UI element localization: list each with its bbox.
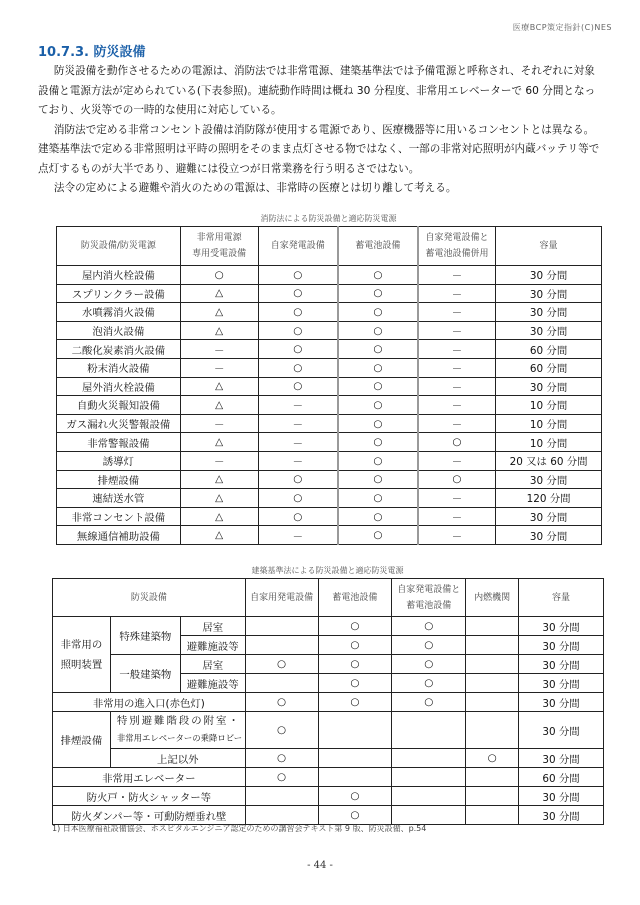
capacity-cell: 30 分間 [519, 617, 604, 636]
table-row [53, 787, 604, 806]
cell [466, 768, 519, 787]
cell: △ [180, 433, 258, 452]
row-label: 連結送水管 [57, 489, 181, 508]
cell [392, 787, 466, 806]
table-row [53, 693, 604, 712]
cell: ○ [338, 396, 418, 415]
row-label: ガス漏れ火災警報設備 [57, 414, 181, 433]
cell [318, 712, 392, 749]
cell: ○ [245, 749, 318, 768]
cell: ○ [392, 655, 466, 674]
cell: ○ [258, 303, 338, 322]
cell: △ [180, 396, 258, 415]
cell: － [418, 507, 496, 526]
cell: ○ [338, 303, 418, 322]
cell [318, 749, 392, 768]
table-row [57, 358, 602, 377]
paragraph: 防災設備を動作させるための電源は、消防法では非常電源、建築基準法では予備電源と呼称され、それぞれに対象設備と電源方法が定められている(下表参照)。連続動作時間は概ね 30 分程度、非常用エレベーターで 60 分間となっており、火災等での一時的な使用に対応している。 [38, 65, 596, 116]
room-label: 避難施設等 [180, 674, 245, 693]
row-label: 非常用の進入口(赤色灯) [53, 693, 246, 712]
cell: ○ [258, 377, 338, 396]
header-cell: 容量 [496, 227, 602, 266]
capacity-cell: 30 分間 [496, 284, 602, 303]
cell: △ [180, 526, 258, 545]
cell [392, 768, 466, 787]
row-label: 自動火災報知設備 [57, 396, 181, 415]
capacity-cell: 30 分間 [519, 712, 604, 749]
header-cell: 容量 [519, 579, 604, 617]
cell: － [418, 284, 496, 303]
cell [466, 636, 519, 655]
cell: ○ [318, 655, 392, 674]
cell: － [258, 396, 338, 415]
cell: ○ [258, 284, 338, 303]
cell [245, 787, 318, 806]
cell: ○ [338, 433, 418, 452]
table2-caption: 建築基準法による防災設備と適応防災電源 [251, 566, 404, 575]
row-label: 泡消火設備 [57, 321, 181, 340]
cell [245, 806, 318, 825]
header-cell: 自家用発電設備 [245, 579, 318, 617]
cell: ○ [338, 284, 418, 303]
table-row [57, 414, 602, 433]
room-label: 居室 [180, 617, 245, 636]
row-label: 排煙設備 [57, 470, 181, 489]
header-cell: 内燃機関 [466, 579, 519, 617]
cell [466, 674, 519, 693]
cell: － [258, 433, 338, 452]
cell: － [418, 526, 496, 545]
row-label: 非常コンセント設備 [57, 507, 181, 526]
cell: △ [180, 489, 258, 508]
cell [466, 806, 519, 825]
row-label: 防火戸・防火シャッター等 [53, 787, 246, 806]
cell [466, 655, 519, 674]
table-row [57, 340, 602, 359]
row-label-line: 特別避難階段の附室・ [116, 715, 241, 727]
cell: ○ [338, 470, 418, 489]
table-row [57, 284, 602, 303]
table-row [53, 768, 604, 787]
table-row [53, 655, 604, 674]
page-number: - 44 - [307, 860, 333, 871]
cell [392, 749, 466, 768]
cell: － [180, 414, 258, 433]
header-cell: 非常用電源 専用受電設備 [180, 227, 258, 266]
capacity-cell: 120 分間 [496, 489, 602, 508]
cell: － [418, 451, 496, 470]
capacity-cell: 30 分間 [519, 636, 604, 655]
table-row [57, 507, 602, 526]
room-label: 居室 [180, 655, 245, 674]
cell: ○ [258, 489, 338, 508]
cell: ○ [258, 358, 338, 377]
row-label: 水噴霧消火設備 [57, 303, 181, 322]
capacity-cell: 60 分間 [496, 340, 602, 359]
cell: ○ [338, 489, 418, 508]
header-cell: 自家発電設備 [258, 227, 338, 266]
header-cell: 蓄電池設備 [338, 227, 418, 266]
row-label: 防火ダンパー等・可動防煙垂れ壁 [53, 806, 246, 825]
row-label: 非常警報設備 [57, 433, 181, 452]
cell: ○ [180, 266, 258, 285]
row-label: 上記以外 [110, 749, 245, 768]
cell: － [418, 303, 496, 322]
capacity-cell: 10 分間 [496, 433, 602, 452]
cell: ○ [338, 321, 418, 340]
cell: － [418, 414, 496, 433]
table-row [57, 526, 602, 545]
cell: ○ [258, 507, 338, 526]
cell: ○ [245, 655, 318, 674]
capacity-cell: 30 分間 [496, 507, 602, 526]
cell: ○ [318, 787, 392, 806]
cell [466, 787, 519, 806]
cell: － [418, 358, 496, 377]
row-label: 二酸化炭素消火設備 [57, 340, 181, 359]
capacity-cell: 30 分間 [519, 674, 604, 693]
row-label: 粉末消火設備 [57, 358, 181, 377]
header-cell: 自家発電設備と 蓄電池設備併用 [418, 227, 496, 266]
capacity-cell: 30 分間 [496, 526, 602, 545]
capacity-cell: 30 分間 [496, 470, 602, 489]
cell: － [418, 266, 496, 285]
cell: ○ [392, 636, 466, 655]
capacity-cell: 30 分間 [519, 655, 604, 674]
capacity-cell: 30 分間 [519, 693, 604, 712]
table-row [57, 266, 602, 285]
table-row [57, 396, 602, 415]
cell [392, 712, 466, 749]
cell: ○ [258, 266, 338, 285]
cell: ○ [318, 693, 392, 712]
cell: ○ [338, 266, 418, 285]
cell: － [418, 377, 496, 396]
sub-group-label: 一般建築物 [110, 655, 180, 693]
cell: － [258, 451, 338, 470]
body-text [38, 62, 604, 199]
cell: ○ [392, 693, 466, 712]
paragraph: 法令の定めによる避難や消火のための電源は、非常時の医療とは切り離して考える。 [53, 182, 457, 194]
capacity-cell: 10 分間 [496, 414, 602, 433]
cell: － [418, 321, 496, 340]
table-row [53, 749, 604, 768]
header-cell: 蓄電池設備 [318, 579, 392, 617]
capacity-cell: 60 分間 [496, 358, 602, 377]
capacity-cell: 30 分間 [519, 749, 604, 768]
cell: △ [180, 284, 258, 303]
group-label: 排煙設備 [53, 712, 111, 768]
cell: － [180, 340, 258, 359]
capacity-cell: 30 分間 [496, 321, 602, 340]
capacity-cell: 30 分間 [496, 303, 602, 322]
cell: ○ [338, 414, 418, 433]
cell: － [258, 526, 338, 545]
cell: ○ [338, 377, 418, 396]
cell: ○ [338, 340, 418, 359]
running-header: 医療BCP策定指針(C)NES [512, 23, 612, 32]
cell: ○ [338, 526, 418, 545]
cell: ○ [318, 636, 392, 655]
cell [245, 674, 318, 693]
table-row [53, 806, 604, 825]
cell: △ [180, 470, 258, 489]
cell [466, 617, 519, 636]
cell: △ [180, 303, 258, 322]
header-cell: 防災設備/防災電源 [57, 227, 181, 266]
cell: ○ [418, 470, 496, 489]
cell: ○ [318, 617, 392, 636]
cell: ○ [258, 470, 338, 489]
fire-law-table [56, 226, 602, 545]
cell: ○ [318, 674, 392, 693]
cell: ○ [258, 340, 338, 359]
table-row [53, 617, 604, 636]
cell [245, 636, 318, 655]
table1-caption: 消防法による防災設備と適応防災電源 [260, 214, 397, 223]
cell: － [180, 358, 258, 377]
table-row [57, 303, 602, 322]
cell [318, 768, 392, 787]
cell: － [418, 489, 496, 508]
row-label: 屋外消火栓設備 [57, 377, 181, 396]
cell: ○ [392, 674, 466, 693]
row-label: 非常用エレベーター [53, 768, 246, 787]
table-row [57, 377, 602, 396]
row-label: 無線通信補助設備 [57, 526, 181, 545]
cell: － [180, 451, 258, 470]
cell [392, 806, 466, 825]
cell: ○ [245, 768, 318, 787]
table-row [57, 470, 602, 489]
paragraph: 消防法で定める非常コンセント設備は消防隊が使用する電源であり、医療機器等に用いるコンセントとは異なる。建築基準法で定める非常照明は平時の照明をそのまま点灯させる物ではなく、一部の非常対応照明が内蔵バッテリ等で点灯するものが大半であり、避難には役立つが日常業務を行う明るさではない。 [38, 123, 600, 175]
capacity-cell: 10 分間 [496, 396, 602, 415]
cell: ○ [245, 693, 318, 712]
capacity-cell: 20 又は 60 分間 [496, 451, 602, 470]
cell [466, 693, 519, 712]
capacity-cell: 30 分間 [496, 266, 602, 285]
cell: － [418, 396, 496, 415]
cell: △ [180, 377, 258, 396]
group-label: 非常用の 照明装置 [53, 617, 111, 693]
cell: ○ [338, 451, 418, 470]
footnote: 1) 日本医療福祉設備協会、ホスピタルエンジニア認定のための講習会テキスト第 9 版、防災設備、p.54 [52, 824, 427, 833]
capacity-cell: 30 分間 [519, 787, 604, 806]
row-label: 誘導灯 [57, 451, 181, 470]
cell: － [418, 340, 496, 359]
cell: △ [180, 321, 258, 340]
cell: ○ [466, 749, 519, 768]
cell: ○ [338, 507, 418, 526]
table-row [57, 433, 602, 452]
cell: ○ [338, 358, 418, 377]
sub-group-label: 特殊建築物 [110, 617, 180, 655]
cell: ○ [258, 321, 338, 340]
header-cell: 自家発電設備と 蓄電池設備 [392, 579, 466, 617]
cell: ○ [392, 617, 466, 636]
capacity-cell: 30 分間 [496, 377, 602, 396]
table-row [57, 321, 602, 340]
cell: ○ [318, 806, 392, 825]
cell [466, 712, 519, 749]
cell [245, 617, 318, 636]
cell: △ [180, 507, 258, 526]
section-title: 10.7.3. 防災設備 [38, 45, 146, 60]
row-label-line: 非常用エレベーターの乗降ロビー [116, 733, 243, 743]
table-row [57, 451, 602, 470]
table-row [53, 712, 604, 749]
capacity-cell: 30 分間 [519, 806, 604, 825]
table-row [57, 489, 602, 508]
cell: ○ [418, 433, 496, 452]
row-label: スプリンクラー設備 [57, 284, 181, 303]
header-cell: 防災設備 [53, 579, 246, 617]
cell: ○ [245, 712, 318, 749]
cell: － [258, 414, 338, 433]
room-label: 避難施設等 [180, 636, 245, 655]
building-law-table [52, 578, 604, 825]
row-label [110, 712, 245, 749]
capacity-cell: 60 分間 [519, 768, 604, 787]
row-label: 屋内消火栓設備 [57, 266, 181, 285]
